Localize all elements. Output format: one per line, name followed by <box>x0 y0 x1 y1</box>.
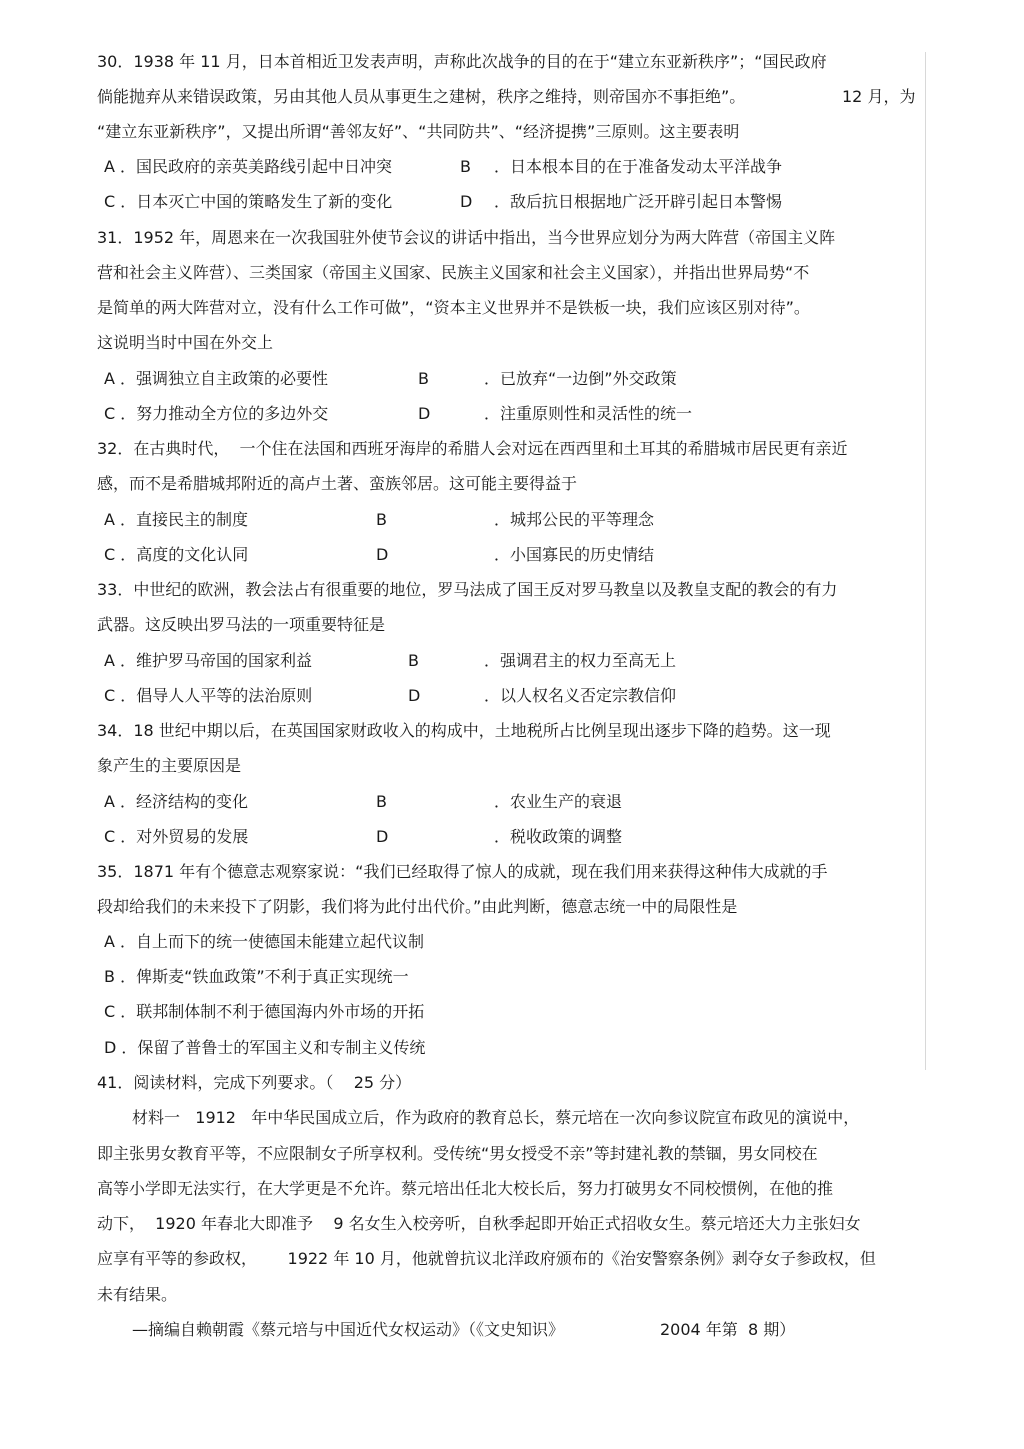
q35-option-d: D ．保留了普鲁士的军国主义和专制主义传统 <box>104 1038 426 1057</box>
q30-stem-line-3: “建立东亚新秩序”，又提出所谓“善邻友好”、“共同防共”、“经济提携”三原则。这主要表明 <box>97 122 740 141</box>
q31-stem-line-2: 营和社会主义阵营）、三类国家（帝国主义国家、民族主义国家和社会主义国家），并指出世界局势“不 <box>97 263 810 282</box>
q32-option-a: A ．直接民主的制度 <box>104 510 249 529</box>
q30-option-b-letter: B <box>460 157 471 176</box>
q41-material-line-3: 高等小学即无法实行，在大学更是不允许。蔡元培出任北大校长后，努力打破男女不同校惯例，在他的推 <box>97 1179 834 1198</box>
q34-option-d-letter: D <box>376 827 389 846</box>
q30-option-a: A ．国民政府的亲英美路线引起中日冲突 <box>104 157 393 176</box>
q31-option-c: C ．努力推动全方位的多边外交 <box>104 404 329 423</box>
q32-option-b-text: ．城邦公民的平等理念 <box>494 510 655 529</box>
q41-source-citation: —摘编自赖朝霞《蔡元培与中国近代女权运动》（《文史知识》 <box>132 1320 565 1339</box>
q34-option-b-letter: B <box>376 792 387 811</box>
q32-stem-line-2: 感，而不是希腊城邦附近的高卢土著、蛮族邻居。这可能主要得益于 <box>97 474 578 493</box>
q35-option-c: C ．联邦制体制不利于德国海内外市场的开拓 <box>104 1002 425 1021</box>
q34-stem-line-1: 34．18 世纪中期以后，在英国国家财政收入的构成中，土地税所占比例呈现出逐步下降的趋势。这一现 <box>97 721 831 740</box>
q30-stem-line-2-tail: 12 月，为 <box>842 87 916 106</box>
q41-header: 41．阅读材料，完成下列要求。（ 25 分） <box>97 1073 412 1092</box>
q33-option-c: C ．倡导人人平等的法治原则 <box>104 686 313 705</box>
q41-material-line-4: 动下， 1920 年春北大即准予 9 名女生入校旁听，自秋季起即开始正式招收女生。蔡元培还大力主张妇女 <box>97 1214 861 1233</box>
q35-stem-line-2: 段却给我们的未来投下了阴影，我们将为此付出代价。”由此判断，德意志统一中的局限性是 <box>97 897 738 916</box>
q32-option-b-letter: B <box>376 510 387 529</box>
q41-material-line-6: 未有结果。 <box>97 1285 178 1304</box>
q31-option-b-letter: B <box>418 369 429 388</box>
q33-option-b-letter: B <box>408 651 419 670</box>
q34-option-c: C ．对外贸易的发展 <box>104 827 249 846</box>
q34-stem-line-2: 象产生的主要原因是 <box>97 756 242 775</box>
margin-rule <box>925 52 926 1070</box>
q35-option-b: B ．俾斯麦“铁血政策”不利于真正实现统一 <box>104 967 409 986</box>
q33-option-d-text: ．以人权名义否定宗教信仰 <box>484 686 677 705</box>
q41-material-line-2: 即主张男女教育平等，不应限制女子所享权利。受传统“男女授受不亲”等封建礼教的禁锢，男女同校在 <box>97 1144 818 1163</box>
q30-option-b-text: ．日本根本目的在于准备发动太平洋战争 <box>494 157 783 176</box>
q33-stem-line-2: 武器。这反映出罗马法的一项重要特征是 <box>97 615 386 634</box>
q30-stem-line-1: 30．1938 年 11 月，日本首相近卫发表声明，声称此次战争的目的在于“建立东亚新秩序”；“国民政府 <box>97 52 827 71</box>
q32-option-c: C ．高度的文化认同 <box>104 545 249 564</box>
q33-option-d-letter: D <box>408 686 421 705</box>
q31-option-b-text: ．已放弃“一边倒”外交政策 <box>484 369 677 388</box>
q31-stem-line-1: 31．1952 年，周恩来在一次我国驻外使节会议的讲话中指出，当今世界应划分为两大阵营（帝国主义阵 <box>97 228 836 247</box>
q30-option-c: C ．日本灭亡中国的策略发生了新的变化 <box>104 192 393 211</box>
q31-option-d-letter: D <box>418 404 431 423</box>
q41-material-line-5: 应享有平等的参政权， 1922 年 10 月，他就曾抗议北洋政府颁布的《治安警察条例》剥夺女子参政权，但 <box>97 1249 876 1268</box>
q30-stem-line-2: 倘能抛弃从来错误政策，另由其他人员从事更生之建树，秩序之维持，则帝国亦不事拒绝”。 <box>97 87 746 106</box>
q34-option-d-text: ．税收政策的调整 <box>494 827 623 846</box>
q31-stem-line-3: 是简单的两大阵营对立，没有什么工作可做”，“资本主义世界并不是铁板一块，我们应该区别对待”。 <box>97 298 810 317</box>
q34-option-b-text: ．农业生产的衰退 <box>494 792 623 811</box>
q35-option-a: A ．自上而下的统一使德国未能建立起代议制 <box>104 932 425 951</box>
q33-option-b-text: ．强调君主的权力至高无上 <box>484 651 677 670</box>
q41-source-citation-tail: 2004 年第 8 期） <box>660 1320 796 1339</box>
q31-option-a: A ．强调独立自主政策的必要性 <box>104 369 329 388</box>
q32-option-d-text: ．小国寡民的历史情结 <box>494 545 655 564</box>
q32-stem-line-1: 32．在古典时代， 一个住在法国和西班牙海岸的希腊人会对远在西西里和土耳其的希腊城市居民更有亲近 <box>97 439 848 458</box>
q30-option-d-letter: D <box>460 192 473 211</box>
q33-stem-line-1: 33．中世纪的欧洲，教会法占有很重要的地位，罗马法成了国王反对罗马教皇以及教皇支配的教会的有力 <box>97 580 838 599</box>
q31-option-d-text: ．注重原则性和灵活性的统一 <box>484 404 693 423</box>
q34-option-a: A ．经济结构的变化 <box>104 792 249 811</box>
q32-option-d-letter: D <box>376 545 389 564</box>
q35-stem-line-1: 35．1871 年有个德意志观察家说：“我们已经取得了惊人的成就，现在我们用来获得这种伟大成就的手 <box>97 862 828 881</box>
q33-option-a: A ．维护罗马帝国的国家利益 <box>104 651 313 670</box>
q41-material-line-1: 材料一 1912 年中华民国成立后，作为政府的教育总长，蔡元培在一次向参议院宣布政见的演说中， <box>132 1108 860 1127</box>
q31-stem-line-4: 这说明当时中国在外交上 <box>97 333 274 352</box>
q30-option-d-text: ．敌后抗日根据地广泛开辟引起日本警惕 <box>494 192 783 211</box>
